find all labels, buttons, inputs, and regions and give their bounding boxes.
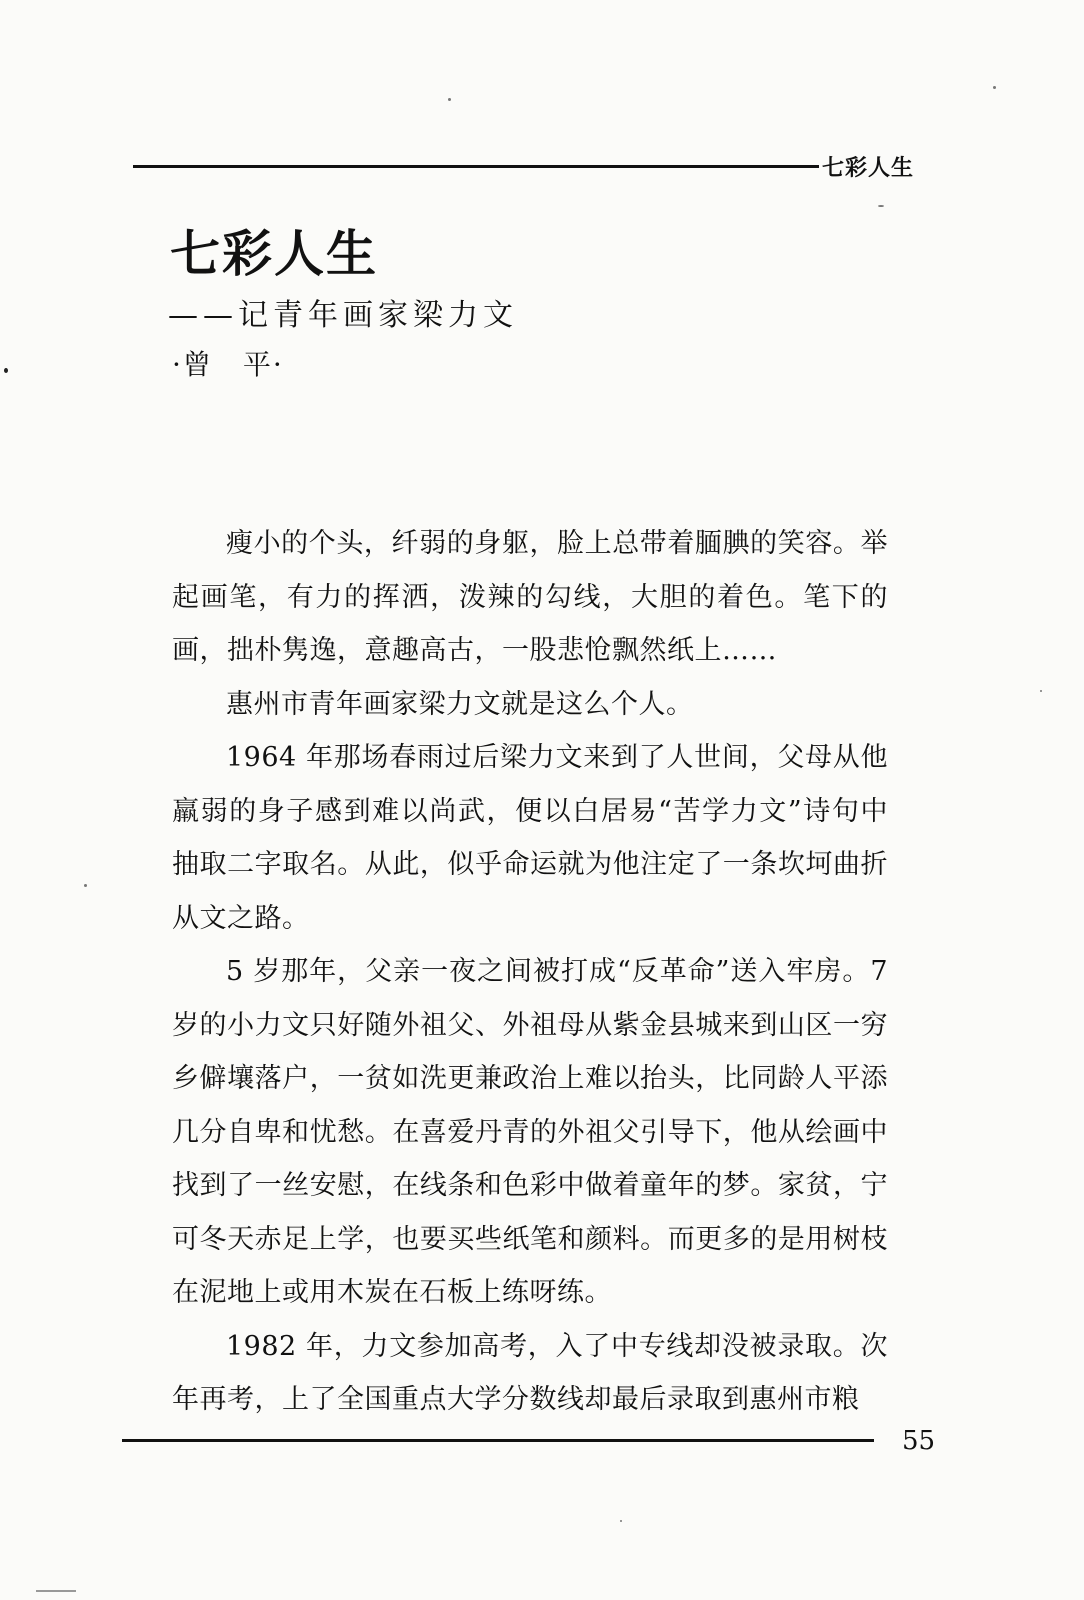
scan-speck: [1040, 690, 1042, 692]
article-subtitle: ——记青年画家梁力文: [168, 298, 518, 333]
scan-speck: [878, 205, 884, 207]
paragraph: 5 岁那年，父亲一夜之间被打成“反革命”送入牢房。7 岁的小力文只好随外祖父、外祖母从紫金县城来到山区一穷乡僻壤落户，一贫如洗更兼政治上难以抬头，比同龄人平添几分自卑和忧愁。在喜爱丹青的外祖父引导下，他从绘画中找到了一丝安慰，在线条和色彩中做着童年的梦。家贫，宁可冬天赤足上学，也要买些纸笔和颜料。而更多的是用树枝在泥地上或用木炭在石板上练呀练。: [172, 956, 888, 1308]
scan-speck: [993, 86, 996, 89]
page-number: 55: [902, 1426, 936, 1456]
paragraph: 1982 年，力文参加高考，入了中专线却没被录取。次年再考，上了全国重点大学分数线却最后录取到惠州市粮: [172, 1330, 888, 1415]
footer-rule: [122, 1439, 874, 1442]
scan-speck: [448, 98, 451, 101]
scan-speck: [84, 884, 87, 887]
scan-speck: [4, 368, 8, 373]
author-byline: ·曾 平·: [172, 348, 284, 381]
paragraph: 1964 年那场春雨过后梁力文来到了人世间，父母从他羸弱的身子感到难以尚武，便以白居易“苦学力文”诗句中抽取二字取名。从此，似乎命运就为他注定了一条坎坷曲折从文之路。: [172, 742, 888, 934]
article-body: [172, 517, 888, 1427]
article-title: 七彩人生: [170, 225, 378, 283]
scan-speck: [36, 1590, 76, 1592]
paragraph: 瘦小的个头，纤弱的身躯，脸上总带着腼腆的笑容。举起画笔，有力的挥洒，泼辣的勾线，大胆的着色。笔下的画，拙朴隽逸，意趣高古，一股悲怆飘然纸上……: [172, 528, 888, 666]
scan-speck: [620, 1520, 622, 1522]
header-rule: [133, 165, 819, 168]
running-head: 七彩人生: [822, 156, 915, 181]
paragraph: 惠州市青年画家梁力文就是这么个人。: [226, 688, 694, 720]
